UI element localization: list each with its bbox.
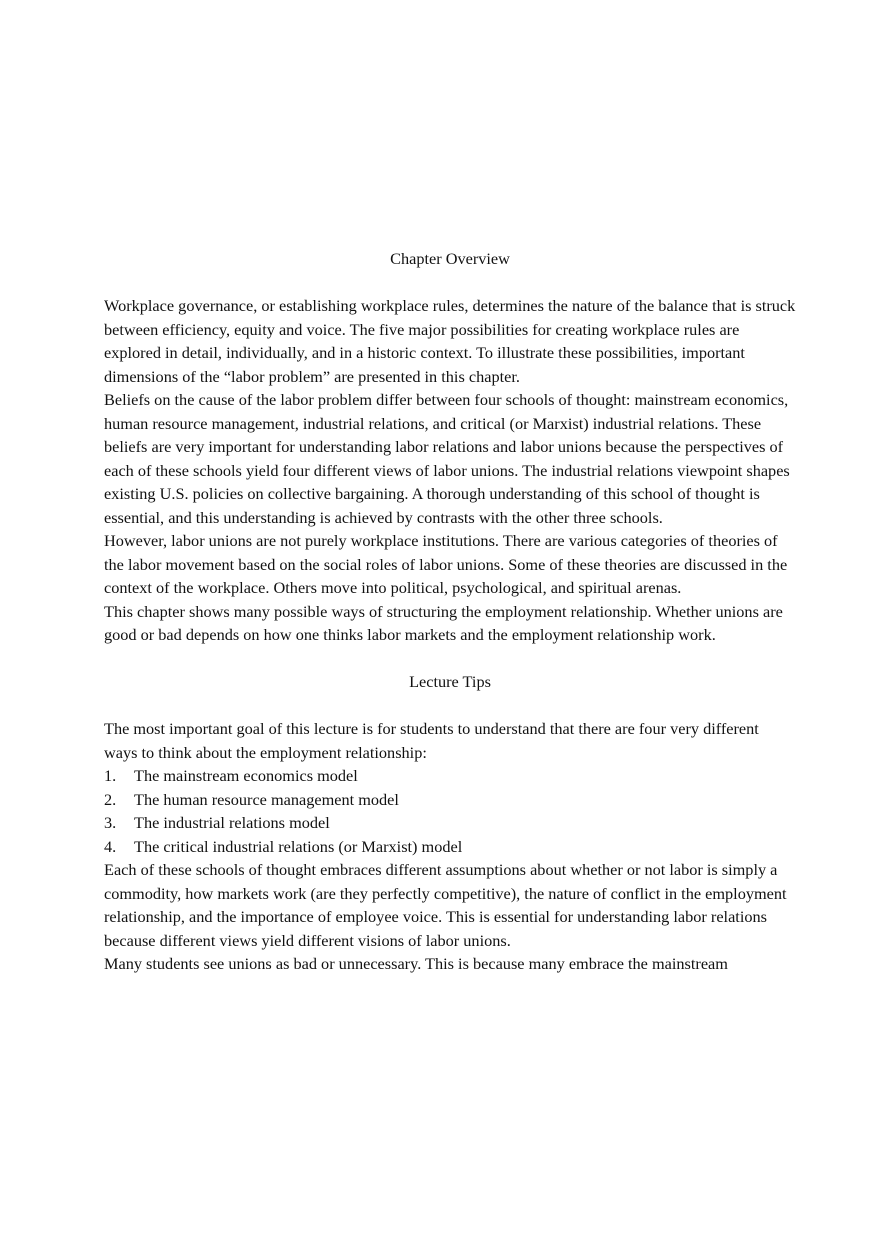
- overview-paragraph-3: However, labor unions are not purely workplace institutions. There are various categories of theories of the labor movement based on the social roles of labor unions. Some of these theories are discussed in the context of the workplace. Others move into political, psychological, and spiritual arenas.: [104, 531, 788, 597]
- list-item-number: 3.: [104, 813, 117, 832]
- schools-of-thought-list: [104, 764, 796, 858]
- list-item: [104, 835, 796, 859]
- lecture-tips-paragraph-2: Many students see unions as bad or unnecessary. This is because many embrace the mainstream: [104, 954, 728, 973]
- overview-paragraph-4: This chapter shows many possible ways of structuring the employment relationship. Whether unions are good or bad depends on how one thinks labor markets and the employment relationship work.: [104, 601, 783, 644]
- overview-paragraph-2: Beliefs on the cause of the labor problem differ between four schools of thought: mainstream economics, human resource management, industrial relations, and critical (or Marxist) industrial relations. These beliefs are very important for understanding labor relations and labor unions because the perspectives of each of these schools yield four different views of labor unions. The industrial relations viewpoint shapes existing U.S. policies on collective bargaining. A thorough understanding of this school of thought is essential, and this understanding is achieved by contrasts with the other three schools.: [104, 390, 790, 527]
- list-item: [104, 811, 796, 835]
- list-item: [104, 764, 796, 788]
- list-item: [104, 788, 796, 812]
- lecture-tips-paragraph-1: Each of these schools of thought embraces different assumptions about whether or not labor is simply a commodity, how markets work (are they perfectly competitive), the nature of conflict in the employment relationship, and the importance of employee voice. This is essential for understanding labor relations because different views yield different visions of labor unions.: [104, 860, 787, 950]
- overview-paragraph-1: Workplace governance, or establishing workplace rules, determines the nature of the balance that is struck between efficiency, equity and voice. The five major possibilities for creating workplace rules are explored in detail, individually, and in a historic context. To illustrate these possibilities, important dimensions of the “labor problem” are presented in this chapter.: [104, 296, 796, 386]
- list-item-text: The critical industrial relations (or Marxist) model: [134, 836, 463, 856]
- list-item-number: 2.: [104, 789, 117, 809]
- list-item-text: The industrial relations model: [134, 813, 330, 832]
- chapter-overview-heading: Chapter Overview: [390, 249, 510, 268]
- list-item-number: 1.: [104, 766, 117, 785]
- lecture-tips-intro: The most important goal of this lecture is for students to understand that there are four very different ways to think about the employment relationship:: [104, 719, 759, 762]
- list-item-text: The mainstream economics model: [134, 766, 358, 785]
- lecture-tips-heading: Lecture Tips: [409, 672, 491, 691]
- list-item-text: The human resource management model: [134, 789, 399, 809]
- list-item-number: 4.: [104, 836, 117, 856]
- page-content: [104, 247, 796, 976]
